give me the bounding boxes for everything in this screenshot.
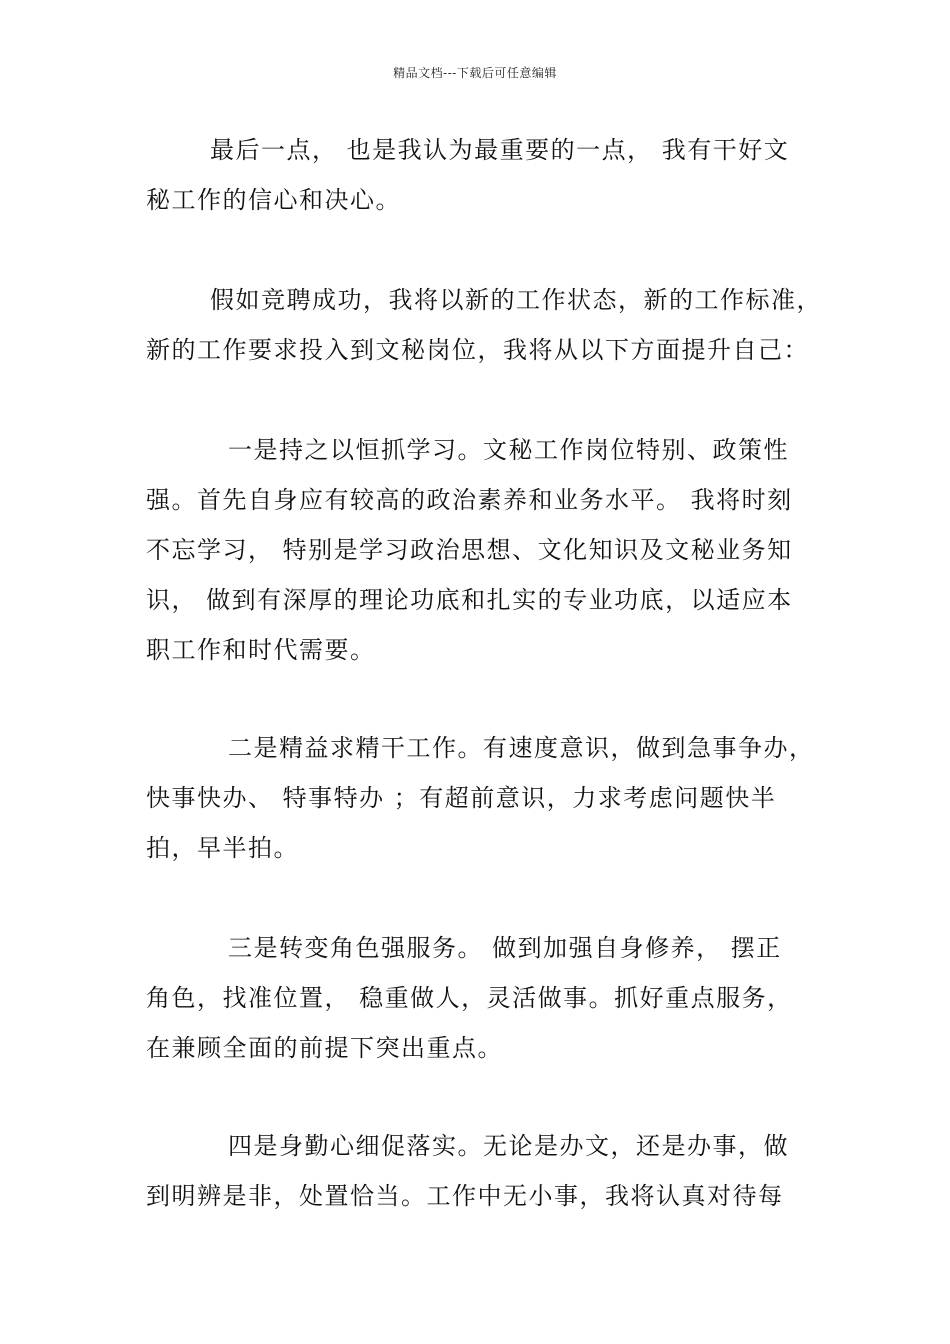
paragraph-1-line-1: 最后一点， 也是我认为最重要的一点， 我有干好文 [210, 136, 790, 164]
paragraph-6-line-1: 四是身勤心细促落实。无论是办文，还是办事，做 [228, 1132, 789, 1160]
paragraph-3-line-4: 识， 做到有深厚的理论功底和扎实的专业功底，以适应本 [146, 586, 793, 614]
paragraph-5-line-3: 在兼顾全面的前提下突出重点。 [146, 1034, 503, 1062]
paragraph-3-line-5: 职工作和时代需要。 [146, 636, 376, 664]
page-header: 精品文档---下载后可任意编辑 [393, 66, 557, 80]
paragraph-3-line-3: 不忘学习， 特别是学习政治思想、文化知识及文秘业务知 [146, 536, 793, 564]
paragraph-5-line-2: 角色，找准位置， 稳重做人，灵活做事。抓好重点服务， [146, 984, 793, 1012]
paragraph-5-line-1: 三是转变角色强服务。 做到加强自身修养， 摆正 [228, 934, 782, 962]
paragraph-4-line-2: 快事快办、 特事特办 ；有超前意识，力求考虑问题快半 [146, 784, 777, 812]
paragraph-1-line-2: 秘工作的信心和决心。 [146, 186, 401, 214]
paragraph-6-line-2: 到明辨是非，处置恰当。工作中无小事，我将认真对待每 [146, 1182, 784, 1210]
paragraph-3-line-1: 一是持之以恒抓学习。文秘工作岗位特别、政策性 [228, 436, 789, 464]
paragraph-2-line-2: 新的工作要求投入到文秘岗位，我将从以下方面提升自己： [146, 336, 809, 364]
paragraph-2-line-1: 假如竞聘成功，我将以新的工作状态，新的工作标准， [210, 286, 822, 314]
paragraph-4-line-1: 二是精益求精干工作。有速度意识，做到急事争办， [228, 734, 815, 762]
paragraph-4-line-3: 拍，早半拍。 [146, 834, 299, 862]
paragraph-3-line-2: 强。首先自身应有较高的政治素养和业务水平。 我将时刻 [146, 486, 793, 514]
